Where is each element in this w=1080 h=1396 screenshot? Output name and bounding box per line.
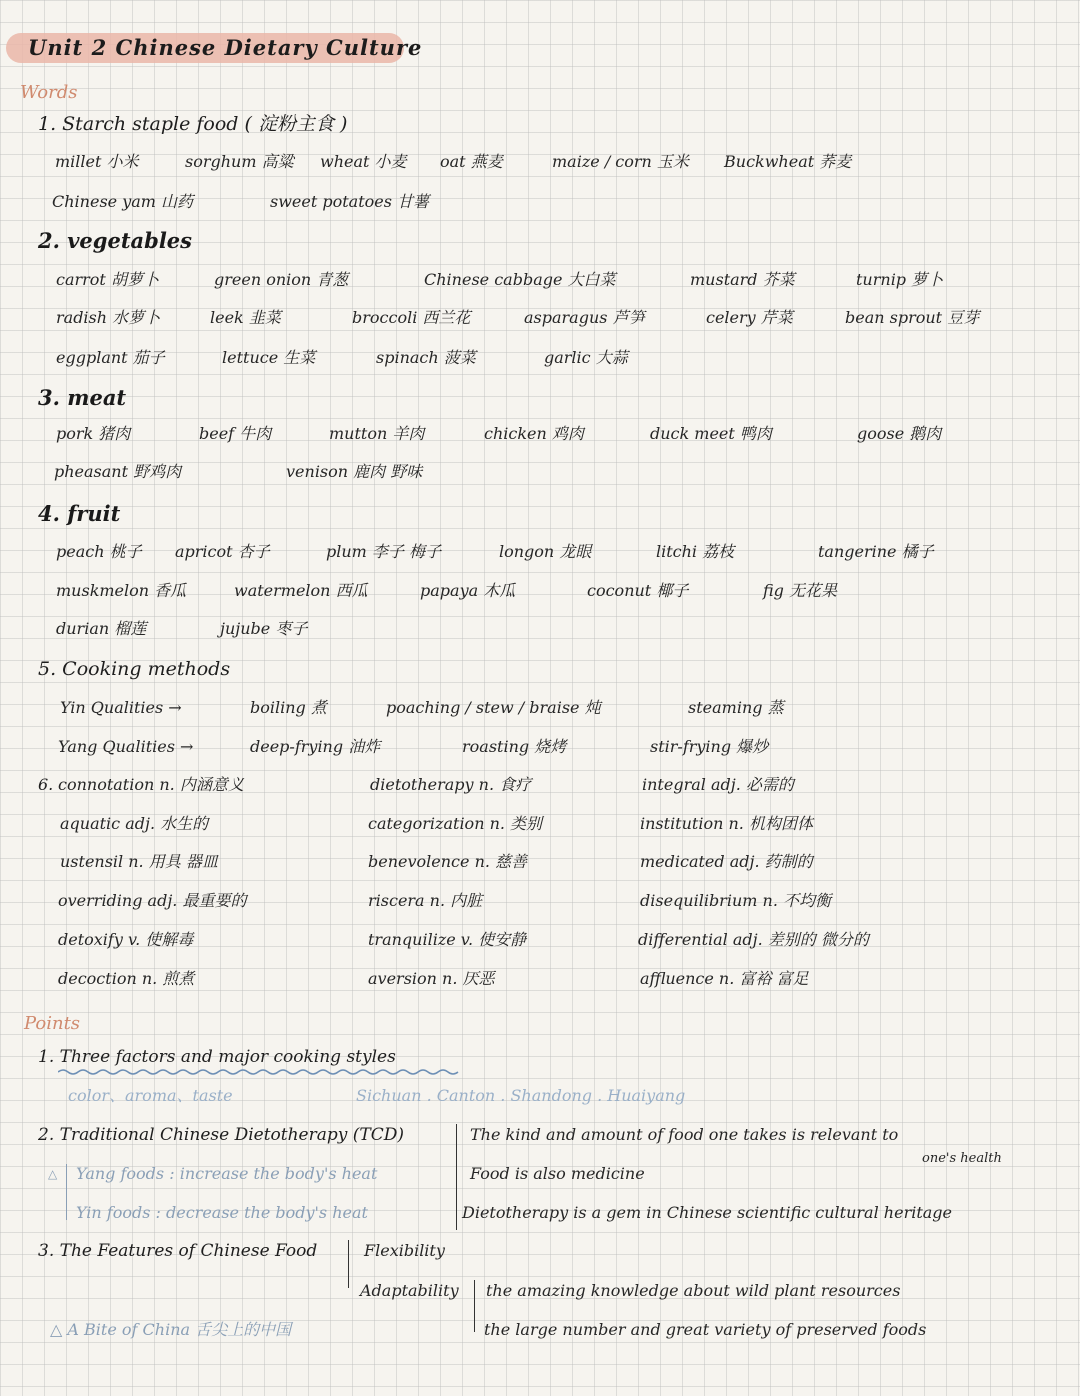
vegetables-heading: 2. vegetables (38, 228, 192, 253)
list-item: pheasant 野鸡肉 (54, 462, 182, 481)
list-item: mustard 芥菜 (690, 270, 795, 289)
vocab-item: decoction n. 煎煮 (58, 969, 195, 988)
list-item: durian 榴莲 (56, 619, 147, 638)
vocab-item: integral adj. 必需的 (642, 775, 794, 794)
list-item: celery 芹菜 (706, 308, 793, 327)
vocab-item: tranquilize v. 使安静 (368, 930, 527, 949)
point1-right-note: Sichuan . Canton . Shandong . Huaiyang (356, 1086, 686, 1105)
list-item: tangerine 橘子 (818, 542, 934, 561)
point3-sub1: the amazing knowledge about wild plant resources (486, 1281, 901, 1300)
list-item: Buckwheat 荞麦 (724, 152, 852, 171)
fruit-heading: 4. fruit (38, 501, 121, 526)
vocab-item: categorization n. 类别 (368, 814, 543, 833)
vocab-item: differential adj. 差别的 微分的 (638, 930, 869, 949)
list-item: wheat 小麦 (320, 152, 407, 171)
list-item: sorghum 高粱 (185, 152, 294, 171)
point3-sub2: the large number and great variety of preserved foods (484, 1320, 927, 1339)
list-item: beef 牛肉 (199, 424, 272, 443)
list-item: coconut 椰子 (587, 581, 689, 600)
list-item: mutton 羊肉 (329, 424, 425, 443)
list-item: chicken 鸡肉 (484, 424, 584, 443)
point3-heading: 3. The Features of Chinese Food (38, 1241, 318, 1261)
list-item: leek 韭菜 (210, 308, 281, 327)
triangle-icon: △ (48, 1167, 58, 1181)
vocab-item: affluence n. 富裕 富足 (640, 969, 809, 988)
yang-label: Yang Qualities → (58, 737, 194, 756)
list-item: pork 猪肉 (56, 424, 131, 443)
yin-foods: Yin foods : decrease the body's heat (76, 1203, 368, 1222)
list-item: litchi 荔枝 (656, 542, 735, 561)
brace-line (66, 1164, 67, 1220)
vocab-item: institution n. 机构团体 (640, 814, 813, 833)
page-title: Unit 2 Chinese Dietary Culture (28, 35, 423, 60)
list-item: steaming 蒸 (688, 698, 784, 717)
list-item: jujube 枣子 (220, 619, 308, 638)
vocab-item: disequilibrium n. 不均衡 (640, 891, 831, 910)
section-points: Points (24, 1013, 81, 1034)
list-item: plum 李子 梅子 (326, 542, 442, 561)
point2-line1b: one's health (922, 1151, 1002, 1166)
list-item: garlic 大蒜 (544, 348, 628, 367)
list-item: boiling 煮 (250, 698, 327, 717)
vocab-item: benevolence n. 慈善 (368, 852, 528, 871)
meat-heading: 3. meat (38, 385, 127, 410)
section-words: Words (20, 82, 78, 103)
point2-line1: The kind and amount of food one takes is relevant to (470, 1125, 899, 1144)
point1-heading: 1. Three factors and major cooking styles (38, 1047, 396, 1067)
list-item: broccoli 西兰花 (352, 308, 471, 327)
list-item: Chinese cabbage 大白菜 (424, 270, 616, 289)
list-item: fig 无花果 (763, 581, 838, 600)
vocab-number: 6. (38, 775, 54, 794)
list-item: spinach 菠菜 (376, 348, 476, 367)
list-item: eggplant 茄子 (56, 348, 165, 367)
list-item: turnip 萝卜 (856, 270, 944, 289)
list-item: longon 龙眼 (499, 542, 592, 561)
point1-left-note: color、aroma、taste (68, 1086, 233, 1105)
yang-foods: Yang foods : increase the body's heat (76, 1164, 378, 1183)
list-item: stir-frying 爆炒 (650, 737, 769, 756)
list-item: sweet potatoes 甘薯 (270, 192, 430, 211)
list-item: papaya 木瓜 (420, 581, 516, 600)
vocab-item: ustensil n. 用具 器皿 (60, 852, 218, 871)
point3-adaptability: Adaptability (360, 1281, 459, 1300)
list-item: goose 鹅肉 (857, 424, 942, 443)
list-item: Chinese yam 山药 (52, 192, 194, 211)
cooking-heading: 5. Cooking methods (38, 658, 231, 680)
list-item: maize / corn 玉米 (552, 152, 689, 171)
starch-heading: 1. Starch staple food ( 淀粉主食 ) (38, 113, 348, 135)
brace-line (474, 1280, 475, 1332)
vocab-item: aversion n. 厌恶 (368, 969, 495, 988)
vocab-item: medicated adj. 药制的 (640, 852, 813, 871)
vocab-item: aquatic adj. 水生的 (60, 814, 209, 833)
wavy-underline (58, 1068, 462, 1076)
yin-label: Yin Qualities → (60, 698, 182, 717)
brace-line (456, 1124, 457, 1230)
point2-line2: Food is also medicine (470, 1164, 645, 1183)
list-item: duck meet 鸭肉 (650, 424, 772, 443)
vocab-item: dietotherapy n. 食疗 (370, 775, 532, 794)
bite-of-china: △ A Bite of China 舌尖上的中国 (50, 1320, 292, 1339)
list-item: deep-frying 油炸 (250, 737, 381, 756)
list-item: muskmelon 香瓜 (56, 581, 187, 600)
vocab-item: connotation n. 内涵意义 (58, 775, 244, 794)
list-item: watermelon 西瓜 (234, 581, 368, 600)
list-item: apricot 杏子 (175, 542, 270, 561)
list-item: asparagus 芦笋 (524, 308, 645, 327)
brace-line (348, 1240, 349, 1288)
point3-flexibility: Flexibility (364, 1241, 445, 1260)
vocab-item: overriding adj. 最重要的 (58, 891, 247, 910)
list-item: venison 鹿肉 野味 (286, 462, 423, 481)
list-item: bean sprout 豆芽 (845, 308, 980, 327)
list-item: millet 小米 (55, 152, 139, 171)
list-item: peach 桃子 (56, 542, 142, 561)
point2-heading: 2. Traditional Chinese Dietotherapy (TCD) (38, 1125, 404, 1145)
list-item: radish 水萝卜 (56, 308, 161, 327)
list-item: carrot 胡萝卜 (56, 270, 159, 289)
vocab-item: riscera n. 内脏 (368, 891, 483, 910)
point2-line3: Dietotherapy is a gem in Chinese scientific cultural heritage (462, 1203, 953, 1222)
list-item: green onion 青葱 (214, 270, 349, 289)
list-item: lettuce 生菜 (222, 348, 316, 367)
list-item: poaching / stew / braise 炖 (386, 698, 601, 717)
list-item: roasting 烧烤 (462, 737, 567, 756)
vocab-item: detoxify v. 使解毒 (58, 930, 194, 949)
list-item: oat 燕麦 (440, 152, 503, 171)
